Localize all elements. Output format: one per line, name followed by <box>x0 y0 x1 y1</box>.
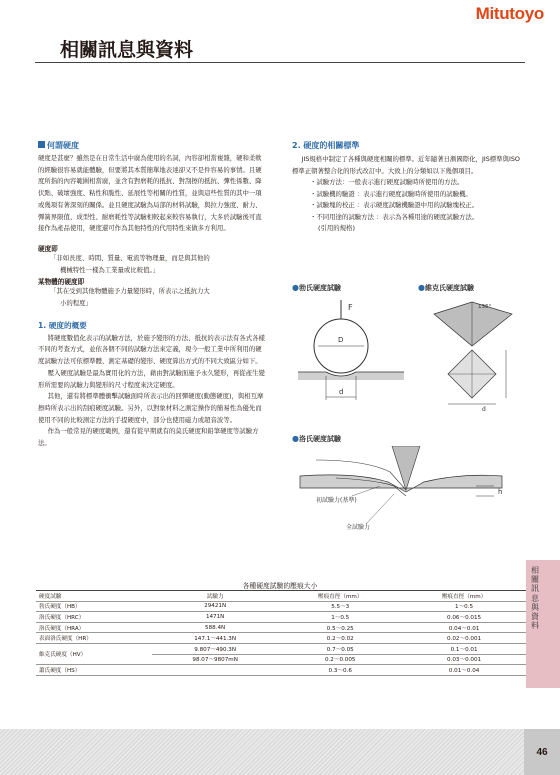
brinell-label <box>292 283 341 293</box>
section2-note: (引用的規格) <box>318 224 355 233</box>
definition-quote-4: 小的程度」 <box>60 299 92 308</box>
table-row <box>36 612 526 623</box>
table-cell: 29421N <box>152 601 278 612</box>
section1-para1: 將硬度數值化表示的試驗方法，於施予變形的方法、抵抗的表示法有各式各樣不同的考查方式，並依各個不同的試驗方法來定義，現今一般工業中所利用的硬度試驗方法可依標準體、測定基礎的變形、硬度算出方式的不同大致區分如下。 <box>38 333 265 366</box>
table-row <box>36 643 526 654</box>
table-cell: 0.06〜0.015 <box>402 612 526 623</box>
table-cell: 588.4N <box>152 622 278 633</box>
cone-indenter <box>392 446 420 490</box>
header-test: 硬度試驗 <box>36 591 152 602</box>
brinell-diagram <box>296 296 408 414</box>
force-label: F <box>348 303 353 312</box>
d-label: d <box>482 406 486 413</box>
table-cell: 0.03〜0.001 <box>402 654 526 665</box>
table-cell: 0.7〜0.05 <box>278 643 402 654</box>
section2-item-1: ・試驗方法：一般表示進行硬度試驗時所使用的方法。 <box>310 178 464 187</box>
table-cell: 0.2〜0.005 <box>278 654 402 665</box>
vickers-label-text: 維克氏硬度試驗 <box>424 284 474 292</box>
definition-heading-2: 某物體的硬度即 <box>38 278 85 287</box>
table-cell: 0.3〜0.6 <box>278 665 402 676</box>
h-label: h <box>498 488 503 496</box>
indentation-size-table <box>36 590 526 676</box>
header-force: 試驗力 <box>152 591 278 602</box>
intro-heading-text: 何謂硬度 <box>47 141 79 150</box>
table-title: 各種硬度試驗的壓痕大小 <box>242 582 318 590</box>
side-tab-text: 相關訊息與資料 <box>531 566 539 631</box>
table-cell: 1〜0.5 <box>278 612 402 623</box>
specimen-surface <box>298 372 404 380</box>
intro-body: 硬度是甚麼？雖然是在日常生活中廣為使用的名詞，內容卻相當複雜，硬和柔軟的經驗很容易就能體驗，但要將其本質簡單地表達卻又不是件容易的事情。且硬度所指的內容範圍相當廣，並含有對磨耗的抵抗、對刮擦的抵抗、彈性係數、降伏點、破壞強度、粘性和脆性、延展性等相關的性質，並與這些性質的其中一項或幾項有著深刻的關係。並且硬度試驗為局部的材料試驗，與拉力強度、耐力、彈簧界限值、成型性、耐磨耗性等試驗相較起來較容易執行，大多於試驗後可直接作為產品使用，硬度還可作為其他特性的代用特性來做多方利用。 <box>38 154 262 233</box>
table-cell-vickers: 維克氏硬度（HV） <box>36 643 152 664</box>
rockwell-label-text: 洛氏硬度試驗 <box>298 435 341 443</box>
brinell-label-text: 勃氏硬度試驗 <box>298 284 341 292</box>
diameter-label: D <box>338 336 344 344</box>
table-cell: 蕭氏硬度（HS） <box>36 665 152 676</box>
section2-body: JIS規格中制定了各種與硬度相關的標準。近年隨著日漸國際化，JIS標準與ISO標準正朝著整合化的形式改訂中。大致上的分類如以下幾個項目。 <box>292 155 520 175</box>
section1-para3: 其他，還有將標準體衝擊試驗面時所表示出的回彈硬度(動態硬度)，與相互摩擦時所表示出的刮痕硬度試驗。另外，以對象材料之測定操作的簡易性為優先而使用不同的比較測定方法的手提硬度中，部分也使用磁力或超音波等。 <box>38 392 264 424</box>
table-cell: 1471N <box>152 612 278 623</box>
intro-heading <box>38 140 266 151</box>
header-diameter-2: 壓痕直徑（mm） <box>402 591 526 602</box>
table-cell: 勃氏硬度（HB） <box>36 601 152 612</box>
title-rule <box>35 62 525 63</box>
definition-quote-2: 機械特性一樣為工業量或比較值。」 <box>60 265 160 274</box>
header-diameter-1: 壓痕直徑（mm） <box>278 591 402 602</box>
table-header-row <box>36 591 526 602</box>
table-cell: 5.5〜3 <box>278 601 402 612</box>
rockwell-label <box>292 434 341 444</box>
table-cell: 0.02〜0.001 <box>402 633 526 644</box>
angle-label: 136° <box>478 304 492 310</box>
initial-force-label: 初試驗力(基準) <box>316 497 357 504</box>
section2-item-2: ・試驗機的驗證 ：表示進行硬度試驗時所使用的試驗機。 <box>310 189 472 198</box>
section2-item-4: ・不同用途的試驗方法 ：表示為各種用途的硬度試驗方法。 <box>310 212 479 221</box>
total-force-label: 全試驗力 <box>346 524 371 531</box>
table-cell: 洛氏硬度（HRC） <box>36 612 152 623</box>
table-cell: 1〜0.5 <box>402 601 526 612</box>
vickers-diagram <box>420 296 526 414</box>
table-cell: 0.5〜0.25 <box>278 622 402 633</box>
d-label: d <box>339 388 344 396</box>
table-cell: 147.1〜441.3N <box>152 633 278 644</box>
square-bullet-icon <box>38 141 45 148</box>
table-row <box>36 633 526 644</box>
leader-total <box>366 494 394 524</box>
bullet-dot-icon: ● <box>292 434 299 443</box>
definition-quote-1: 「非如長度、時間、質量、電流等物理量，而是與其他的 <box>50 253 210 262</box>
left-column <box>38 140 266 450</box>
table-row <box>36 601 526 612</box>
vickers-label <box>418 283 474 293</box>
right-column <box>292 140 522 234</box>
page-number: 46 <box>524 729 560 775</box>
table-cell: 0.01〜0.04 <box>402 665 526 676</box>
diamond-indenter <box>434 302 512 346</box>
mitutoyo-logo: Mitutoyo <box>475 4 544 23</box>
section1-heading: 1. 硬度的概要 <box>38 320 87 330</box>
table-cell <box>152 665 278 676</box>
table-cell: 表面洛氏硬度（HR） <box>36 633 152 644</box>
section1-para2: 壓入硬度試驗是最為實用化的方法，藉由對試驗面施予永久變形，再從產生變形所需要的試驗力與變形的尺寸程度來決定硬度。 <box>38 368 265 389</box>
bullet-dot-icon: ● <box>418 283 425 292</box>
table-cell: 洛氏硬度（HRA） <box>36 622 152 633</box>
bullet-dot-icon: ● <box>292 283 299 292</box>
table-cell: 0.04〜0.01 <box>402 622 526 633</box>
table-cell: 0.1〜0.01 <box>402 643 526 654</box>
section2-heading: 2. 硬度的相關標準 <box>292 141 360 150</box>
section1-para4: 作為一般常見的硬度範例，還有從早期就有的莫氏硬度和鉛筆硬度等試驗方法。 <box>38 427 259 448</box>
table-row <box>36 665 526 676</box>
table-cell: 9.807〜490.3N <box>152 643 278 654</box>
specimen-profile <box>300 475 502 492</box>
definition-heading: 硬度即 <box>38 244 58 253</box>
footer-band <box>0 729 560 775</box>
table-cell: 98.07〜9807mN <box>152 654 278 665</box>
rockwell-diagram <box>296 446 526 538</box>
section2-item-3: ・試驗塊的校正 ：表示硬度試驗機驗證中用的試驗塊校正。 <box>310 201 479 210</box>
definition-quote-3: 「其在受到其他物體施予力量變形時，所表示之抵抗力大 <box>50 287 210 296</box>
table-cell: 0.2〜0.02 <box>278 633 402 644</box>
page-title: 相關訊息與資料 <box>60 39 194 61</box>
table-row <box>36 622 526 633</box>
